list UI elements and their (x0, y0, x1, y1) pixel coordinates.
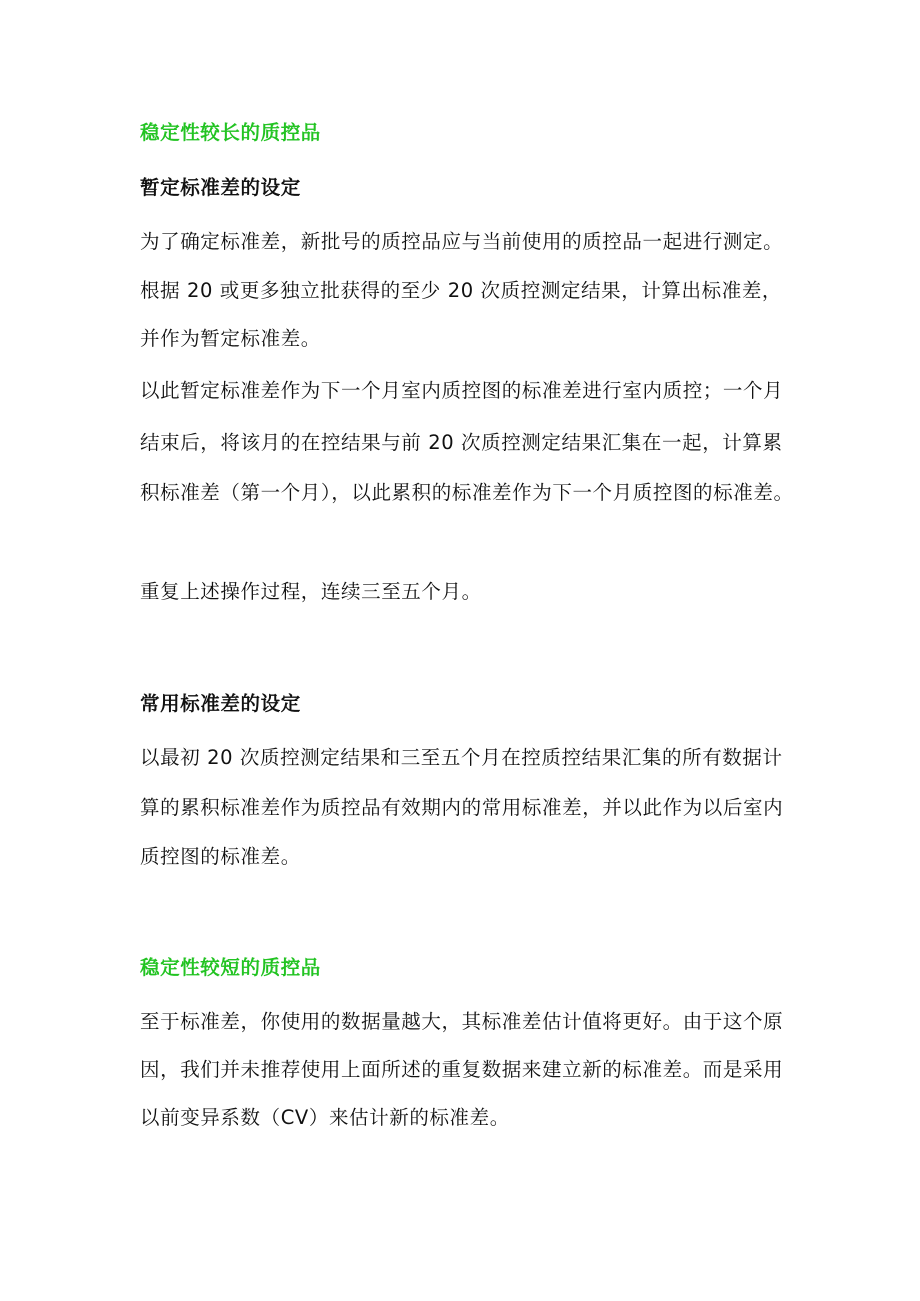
paragraph-line: 并作为暂定标准差。 (140, 327, 321, 350)
section-heading-long-stability: 稳定性较长的质控品 (140, 121, 321, 144)
paragraph-line: 至于标准差，你使用的数据量越大，其标准差估计值将更好。由于这个原 (140, 1010, 784, 1033)
paragraph-line: 重复上述操作过程，连续三至五个月。 (140, 580, 482, 603)
subheading-provisional-sd: 暂定标准差的设定 (140, 176, 301, 199)
paragraph-line: 以最初 20 次质控测定结果和三至五个月在控质控结果汇集的所有数据计 (140, 746, 783, 769)
paragraph-line: 为了确定标准差，新批号的质控品应与当前使用的质控品一起进行测定。 (140, 230, 784, 253)
section-heading-short-stability: 稳定性较短的质控品 (140, 956, 321, 979)
paragraph-line: 根据 20 或更多独立批获得的至少 20 次质控测定结果，计算出标准差， (140, 279, 783, 302)
paragraph-line: 以此暂定标准差作为下一个月室内质控图的标准差进行室内质控；一个月 (140, 379, 784, 402)
paragraph-line: 以前变异系数（CV）来估计新的标准差。 (140, 1106, 510, 1129)
subheading-routine-sd: 常用标准差的设定 (140, 692, 301, 715)
paragraph-line: 质控图的标准差。 (140, 845, 301, 868)
paragraph-line: 结束后，将该月的在控结果与前 20 次质控测定结果汇集在一起，计算累 (140, 431, 783, 454)
paragraph-line: 积标准差（第一个月），以此累积的标准差作为下一个月质控图的标准差。 (140, 481, 794, 504)
paragraph-line: 算的累积标准差作为质控品有效期内的常用标准差，并以此作为以后室内 (140, 796, 784, 819)
paragraph-line: 因，我们并未推荐使用上面所述的重复数据来建立新的标准差。而是采用 (140, 1058, 784, 1081)
